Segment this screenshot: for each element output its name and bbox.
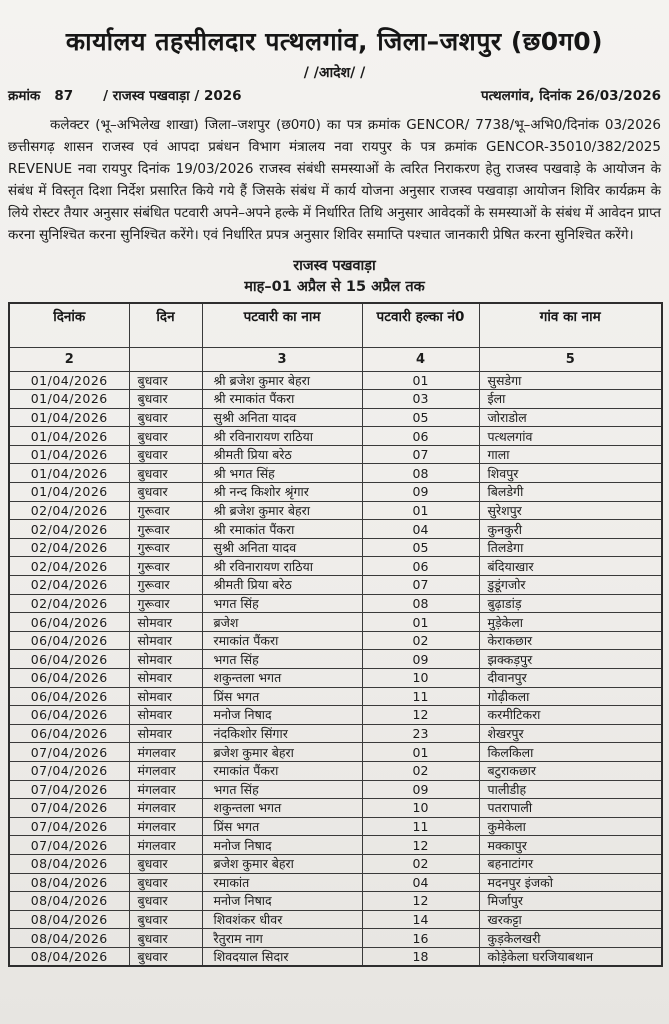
day-cell: बुधवार bbox=[129, 483, 202, 502]
halka-no-cell: 03 bbox=[362, 390, 479, 409]
village-cell: शेखरपुर bbox=[479, 724, 662, 743]
day-cell: गुरूवार bbox=[129, 538, 202, 557]
date-cell: 07/04/2026 bbox=[9, 799, 129, 818]
patwari-name-cell: मनोज निषाद bbox=[202, 706, 362, 725]
table-row bbox=[9, 669, 662, 688]
date-cell: 08/04/2026 bbox=[9, 947, 129, 966]
table-row bbox=[9, 780, 662, 799]
date-cell: 08/04/2026 bbox=[9, 929, 129, 948]
patwari-name-cell: श्री रविनारायण राठिया bbox=[202, 427, 362, 446]
village-cell: पालीडीह bbox=[479, 780, 662, 799]
village-cell: सुरेशपुर bbox=[479, 501, 662, 520]
village-cell: मदनपुर इंजको bbox=[479, 873, 662, 892]
day-cell: गुरूवार bbox=[129, 576, 202, 595]
date-cell: 08/04/2026 bbox=[9, 854, 129, 873]
halka-no-cell: 08 bbox=[362, 464, 479, 483]
day-cell: मंगलवार bbox=[129, 743, 202, 762]
header-row bbox=[9, 303, 662, 347]
date-cell: 06/04/2026 bbox=[9, 631, 129, 650]
halka-no-cell: 12 bbox=[362, 706, 479, 725]
day-cell: बुधवार bbox=[129, 408, 202, 427]
day-cell: मंगलवार bbox=[129, 799, 202, 818]
table-row bbox=[9, 854, 662, 873]
date-cell: 02/04/2026 bbox=[9, 594, 129, 613]
table-row bbox=[9, 836, 662, 855]
day-cell: बुधवार bbox=[129, 873, 202, 892]
date-cell: 08/04/2026 bbox=[9, 910, 129, 929]
reference-left bbox=[8, 86, 242, 104]
village-cell: पत्थलगांव bbox=[479, 427, 662, 446]
patwari-name-cell: मनोज निषाद bbox=[202, 892, 362, 911]
column-number: 4 bbox=[362, 347, 479, 371]
halka-no-cell: 05 bbox=[362, 538, 479, 557]
day-cell: सोमवार bbox=[129, 687, 202, 706]
patwari-name-cell: श्री रमाकांत पैंकरा bbox=[202, 390, 362, 409]
patwari-name-cell: रैतुराम नाग bbox=[202, 929, 362, 948]
patwari-name-cell: श्रीमती प्रिया बरेठ bbox=[202, 445, 362, 464]
patwari-name-cell: शकुन्तला भगत bbox=[202, 669, 362, 688]
table-row bbox=[9, 743, 662, 762]
table-row bbox=[9, 724, 662, 743]
table-row bbox=[9, 538, 662, 557]
date-cell: 01/04/2026 bbox=[9, 408, 129, 427]
halka-no-cell: 10 bbox=[362, 669, 479, 688]
halka-no-cell: 08 bbox=[362, 594, 479, 613]
day-cell: बुधवार bbox=[129, 371, 202, 390]
order-heading: / /आदेश/ / bbox=[303, 65, 366, 81]
table-row bbox=[9, 947, 662, 966]
day-cell: बुधवार bbox=[129, 929, 202, 948]
date-cell: 02/04/2026 bbox=[9, 576, 129, 595]
table-row bbox=[9, 483, 662, 502]
date-cell: 01/04/2026 bbox=[9, 427, 129, 446]
day-cell: सोमवार bbox=[129, 706, 202, 725]
column-header-halka-no: पटवारी हल्का नं0 bbox=[362, 303, 479, 347]
halka-no-cell: 09 bbox=[362, 650, 479, 669]
patwari-name-cell: श्रीमती प्रिया बरेठ bbox=[202, 576, 362, 595]
table-row bbox=[9, 390, 662, 409]
halka-no-cell: 01 bbox=[362, 613, 479, 632]
day-cell: बुधवार bbox=[129, 947, 202, 966]
patwari-name-cell: प्रिंस भगत bbox=[202, 687, 362, 706]
village-cell: शिवपुर bbox=[479, 464, 662, 483]
village-cell: खरकट्टा bbox=[479, 910, 662, 929]
day-cell: सोमवार bbox=[129, 613, 202, 632]
halka-no-cell: 01 bbox=[362, 371, 479, 390]
date-cell: 02/04/2026 bbox=[9, 520, 129, 539]
day-cell: बुधवार bbox=[129, 390, 202, 409]
village-cell: कोड़ेकेला घरजियाबथान bbox=[479, 947, 662, 966]
revenue-fortnight-roster-table bbox=[8, 302, 663, 967]
date-cell: 07/04/2026 bbox=[9, 761, 129, 780]
table-row bbox=[9, 761, 662, 780]
column-header-patwari-name: पटवारी का नाम bbox=[202, 303, 362, 347]
halka-no-cell: 12 bbox=[362, 892, 479, 911]
table-row bbox=[9, 576, 662, 595]
ref-number-label: क्रमांक bbox=[8, 88, 41, 104]
village-cell: बंदियाखार bbox=[479, 557, 662, 576]
column-number: 5 bbox=[479, 347, 662, 371]
table-row bbox=[9, 817, 662, 836]
day-cell: सोमवार bbox=[129, 669, 202, 688]
day-cell: मंगलवार bbox=[129, 761, 202, 780]
column-header-day: दिन bbox=[129, 303, 202, 347]
table-row bbox=[9, 464, 662, 483]
halka-no-cell: 05 bbox=[362, 408, 479, 427]
column-number bbox=[129, 347, 202, 371]
halka-no-cell: 01 bbox=[362, 501, 479, 520]
table-row bbox=[9, 929, 662, 948]
day-cell: गुरूवार bbox=[129, 501, 202, 520]
halka-no-cell: 11 bbox=[362, 817, 479, 836]
village-cell: बहनाटांगर bbox=[479, 854, 662, 873]
patwari-name-cell: सुश्री अनिता यादव bbox=[202, 538, 362, 557]
date-cell: 02/04/2026 bbox=[9, 501, 129, 520]
table-header bbox=[9, 303, 662, 371]
village-cell: बिलडेगी bbox=[479, 483, 662, 502]
date-cell: 02/04/2026 bbox=[9, 557, 129, 576]
day-cell: सोमवार bbox=[129, 650, 202, 669]
halka-no-cell: 06 bbox=[362, 557, 479, 576]
date-cell: 02/04/2026 bbox=[9, 538, 129, 557]
patwari-name-cell: ब्रजेश कुमार बेहरा bbox=[202, 854, 362, 873]
village-cell: दीवानपुर bbox=[479, 669, 662, 688]
day-cell: बुधवार bbox=[129, 910, 202, 929]
patwari-name-cell: सुश्री अनिता यादव bbox=[202, 408, 362, 427]
village-cell: गोढ़ीकला bbox=[479, 687, 662, 706]
date-cell: 01/04/2026 bbox=[9, 445, 129, 464]
date-cell: 06/04/2026 bbox=[9, 650, 129, 669]
table-row bbox=[9, 501, 662, 520]
patwari-name-cell: श्री रमाकांत पैंकरा bbox=[202, 520, 362, 539]
date-cell: 06/04/2026 bbox=[9, 669, 129, 688]
halka-no-cell: 02 bbox=[362, 854, 479, 873]
table-row bbox=[9, 873, 662, 892]
day-cell: सोमवार bbox=[129, 724, 202, 743]
table-row bbox=[9, 650, 662, 669]
date-cell: 08/04/2026 bbox=[9, 892, 129, 911]
date-cell: 01/04/2026 bbox=[9, 390, 129, 409]
table-row bbox=[9, 613, 662, 632]
patwari-name-cell: मनोज निषाद bbox=[202, 836, 362, 855]
date-cell: 07/04/2026 bbox=[9, 817, 129, 836]
halka-no-cell: 04 bbox=[362, 520, 479, 539]
village-cell: मुड़ेकेला bbox=[479, 613, 662, 632]
halka-no-cell: 18 bbox=[362, 947, 479, 966]
day-cell: मंगलवार bbox=[129, 817, 202, 836]
halka-no-cell: 09 bbox=[362, 483, 479, 502]
patwari-name-cell: ब्रजेश bbox=[202, 613, 362, 632]
date-cell: 01/04/2026 bbox=[9, 483, 129, 502]
day-cell: बुधवार bbox=[129, 854, 202, 873]
halka-no-cell: 09 bbox=[362, 780, 479, 799]
village-cell: पतरापाली bbox=[479, 799, 662, 818]
village-cell: जोराडोल bbox=[479, 408, 662, 427]
table-row bbox=[9, 557, 662, 576]
halka-no-cell: 14 bbox=[362, 910, 479, 929]
patwari-name-cell: रमाकांत पैंकरा bbox=[202, 761, 362, 780]
patwari-name-cell: श्री भगत सिंह bbox=[202, 464, 362, 483]
village-cell: झक्कड़पुर bbox=[479, 650, 662, 669]
column-number-row bbox=[9, 347, 662, 371]
day-cell: गुरूवार bbox=[129, 594, 202, 613]
table-row bbox=[9, 594, 662, 613]
halka-no-cell: 06 bbox=[362, 427, 479, 446]
halka-no-cell: 10 bbox=[362, 799, 479, 818]
village-cell: मिर्जापुर bbox=[479, 892, 662, 911]
table-subtitle: माह–01 अप्रैल से 15 अप्रैल तक bbox=[244, 279, 425, 295]
day-cell: बुधवार bbox=[129, 464, 202, 483]
day-cell: गुरूवार bbox=[129, 557, 202, 576]
column-header-village-name: गांव का नाम bbox=[479, 303, 662, 347]
patwari-name-cell: श्री नन्द किशोर श्रृंगार bbox=[202, 483, 362, 502]
patwari-name-cell: श्री रविनारायण राठिया bbox=[202, 557, 362, 576]
patwari-name-cell: रमाकांत bbox=[202, 873, 362, 892]
table-row bbox=[9, 408, 662, 427]
table-row bbox=[9, 371, 662, 390]
ref-number-value: 87 bbox=[54, 88, 74, 104]
halka-no-cell: 12 bbox=[362, 836, 479, 855]
place-and-date: पत्थलगांव, दिनांक 26/03/2026 bbox=[480, 88, 661, 104]
village-cell: मक्कापुर bbox=[479, 836, 662, 855]
table-row bbox=[9, 520, 662, 539]
column-header-date: दिनांक bbox=[9, 303, 129, 347]
day-cell: मंगलवार bbox=[129, 780, 202, 799]
village-cell: किलकिला bbox=[479, 743, 662, 762]
patwari-name-cell: प्रिंस भगत bbox=[202, 817, 362, 836]
patwari-name-cell: शकुन्तला भगत bbox=[202, 799, 362, 818]
column-number: 3 bbox=[202, 347, 362, 371]
halka-no-cell: 23 bbox=[362, 724, 479, 743]
patwari-name-cell: भगत सिंह bbox=[202, 594, 362, 613]
patwari-name-cell: ब्रजेश कुमार बेहरा bbox=[202, 743, 362, 762]
day-cell: बुधवार bbox=[129, 892, 202, 911]
table-row bbox=[9, 799, 662, 818]
patwari-name-cell: भगत सिंह bbox=[202, 650, 362, 669]
patwari-name-cell: श्री ब्रजेश कुमार बेहरा bbox=[202, 371, 362, 390]
halka-no-cell: 02 bbox=[362, 761, 479, 780]
patwari-name-cell: नंदकिशोर सिंगार bbox=[202, 724, 362, 743]
village-cell: करमीटिकरा bbox=[479, 706, 662, 725]
day-cell: सोमवार bbox=[129, 631, 202, 650]
table-row bbox=[9, 631, 662, 650]
office-title: कार्यालय तहसीलदार पत्थलगांव, जिला–जशपुर (छ0ग0) bbox=[65, 27, 604, 56]
patwari-name-cell: भगत सिंह bbox=[202, 780, 362, 799]
halka-no-cell: 16 bbox=[362, 929, 479, 948]
ref-subject: / राजस्व पखवाड़ा / 2026 bbox=[103, 88, 242, 104]
day-cell: मंगलवार bbox=[129, 836, 202, 855]
patwari-name-cell: रमाकांत पैंकरा bbox=[202, 631, 362, 650]
day-cell: बुधवार bbox=[129, 427, 202, 446]
date-cell: 06/04/2026 bbox=[9, 724, 129, 743]
table-row bbox=[9, 706, 662, 725]
date-cell: 06/04/2026 bbox=[9, 613, 129, 632]
village-cell: ईला bbox=[479, 390, 662, 409]
village-cell: सुसडेगा bbox=[479, 371, 662, 390]
date-cell: 01/04/2026 bbox=[9, 464, 129, 483]
table-row bbox=[9, 427, 662, 446]
day-cell: गुरूवार bbox=[129, 520, 202, 539]
date-cell: 01/04/2026 bbox=[9, 371, 129, 390]
table-row bbox=[9, 910, 662, 929]
halka-no-cell: 11 bbox=[362, 687, 479, 706]
table-row bbox=[9, 445, 662, 464]
date-cell: 06/04/2026 bbox=[9, 687, 129, 706]
village-cell: कुड़केलखरी bbox=[479, 929, 662, 948]
day-cell: बुधवार bbox=[129, 445, 202, 464]
date-cell: 07/04/2026 bbox=[9, 780, 129, 799]
village-cell: डुडूंगजोर bbox=[479, 576, 662, 595]
village-cell: बुढ़ाडांड़ bbox=[479, 594, 662, 613]
patwari-name-cell: शिवदयाल सिदार bbox=[202, 947, 362, 966]
halka-no-cell: 07 bbox=[362, 576, 479, 595]
halka-no-cell: 01 bbox=[362, 743, 479, 762]
village-cell: तिलडेगा bbox=[479, 538, 662, 557]
date-cell: 07/04/2026 bbox=[9, 836, 129, 855]
halka-no-cell: 04 bbox=[362, 873, 479, 892]
village-cell: कुमेकेला bbox=[479, 817, 662, 836]
table-title: राजस्व पखवाड़ा bbox=[293, 258, 376, 274]
village-cell: केराकछार bbox=[479, 631, 662, 650]
table-row bbox=[9, 892, 662, 911]
halka-no-cell: 07 bbox=[362, 445, 479, 464]
patwari-name-cell: श्री ब्रजेश कुमार बेहरा bbox=[202, 501, 362, 520]
date-cell: 08/04/2026 bbox=[9, 873, 129, 892]
column-number: 2 bbox=[9, 347, 129, 371]
roster-table-body bbox=[9, 371, 662, 966]
order-body-paragraph: कलेक्टर (भू–अभिलेख शाखा) जिला–जशपुर (छ0ग0) का पत्र क्रमांक GENCOR/ 7738/भू–अभि0/दिनांक 03/2026 छत्तीसगढ़ शासन राजस्व एवं आपदा प्रबंधन विभाग मंत्रालय नवा रायपुर के पत्र क्रमांक GENCOR-35010/382/2025 REVENUE नवा रायपुर दिनांक 19/03/2026 राजस्व संबंधी समस्याओं के त्वरित निराकरण हेतु राजस्व पखवाड़े के आयोजन के संबंध में विस्तृत दिशा निर्देश प्रसारित किये गये हैं जिसके संबंध में कार्य योजना अनुसार राजस्व पखवाड़ा आयोजन शिविर कार्यक्रम के लिये रोस्टर तैयार अनुसार संबंधित पटवारी अपने–अपने हल्के में निर्धारित तिथि अनुसार आवेदकों के समस्याओं के संबंध में आवेदन प्राप्त करना सुनिश्चित करना सुनिश्चित करेंगे। एवं निर्धारित प्रपत्र अनुसार शिविर समाप्ति पश्चात जानकारी प्रेषित करना सुनिश्चित करेंगे। bbox=[8, 117, 661, 243]
date-cell: 06/04/2026 bbox=[9, 706, 129, 725]
village-cell: कुनकुरी bbox=[479, 520, 662, 539]
patwari-name-cell: शिवशंकर धीवर bbox=[202, 910, 362, 929]
village-cell: बटुराकछार bbox=[479, 761, 662, 780]
date-cell: 07/04/2026 bbox=[9, 743, 129, 762]
halka-no-cell: 02 bbox=[362, 631, 479, 650]
table-row bbox=[9, 687, 662, 706]
village-cell: गाला bbox=[479, 445, 662, 464]
reference-line bbox=[8, 86, 661, 104]
